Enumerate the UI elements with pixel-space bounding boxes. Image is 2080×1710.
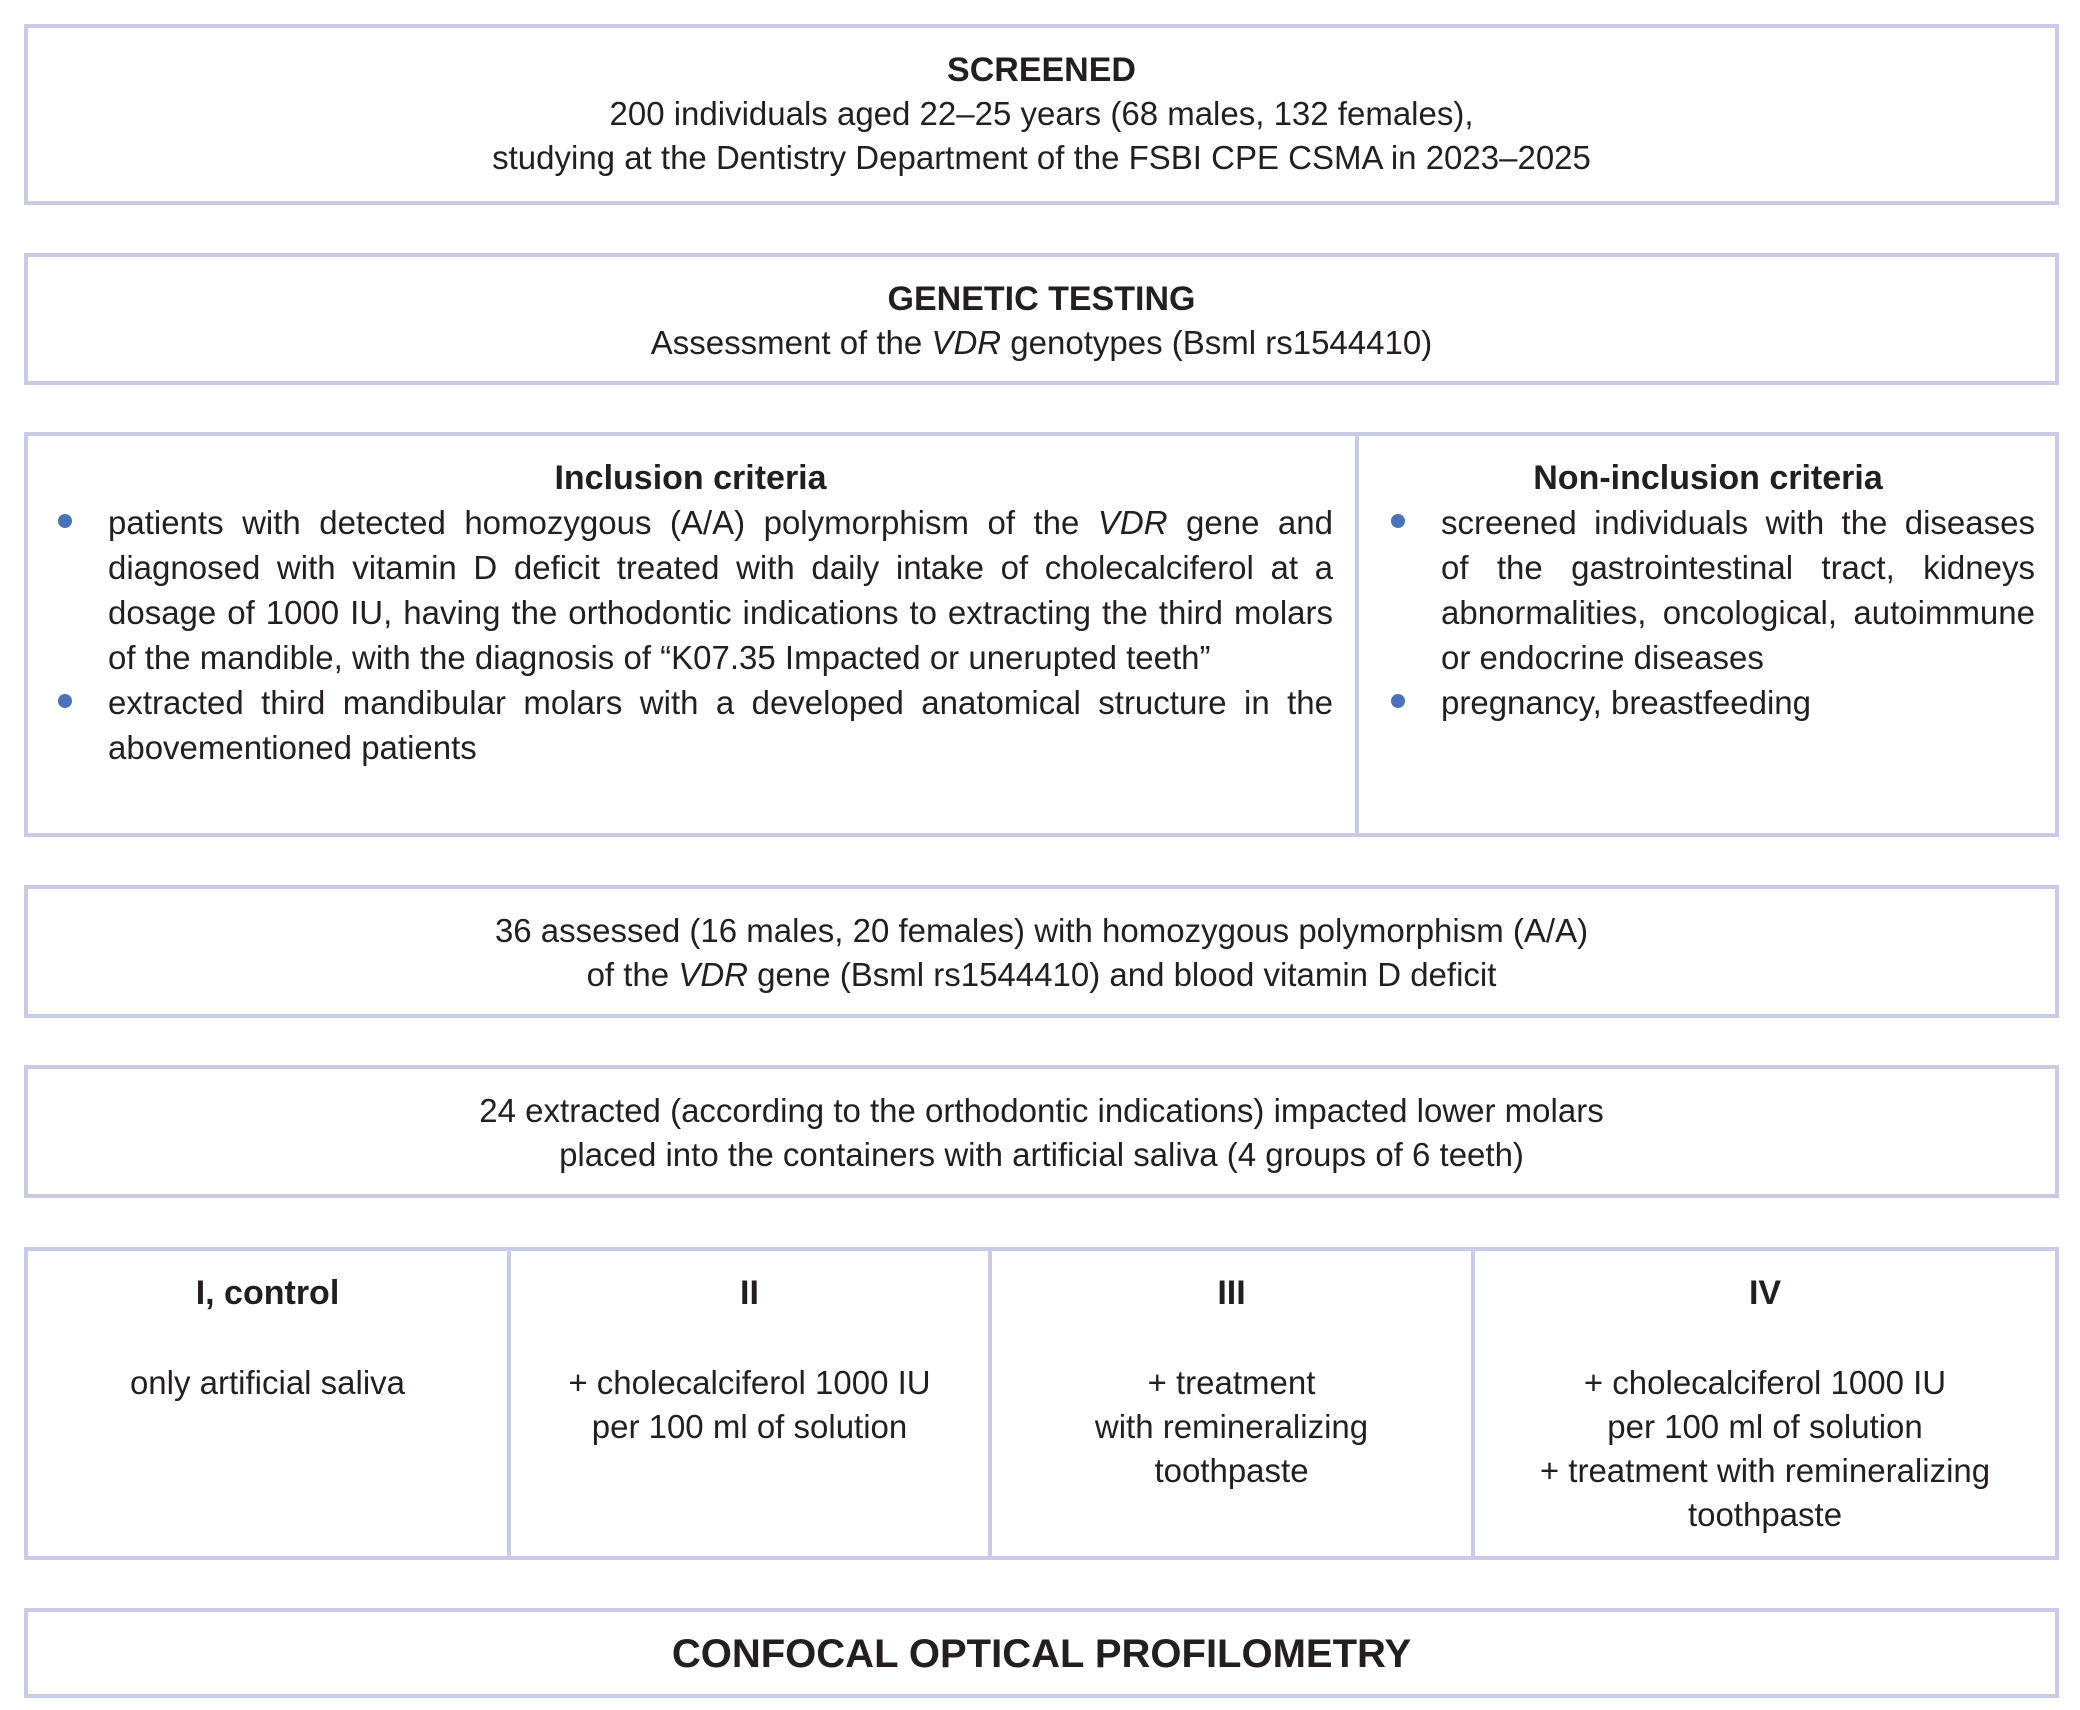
- extracted-box: [24, 1065, 2059, 1198]
- criteria-box: [24, 432, 2059, 837]
- group-cell-2: [511, 1251, 992, 1556]
- non-inclusion-list: [1381, 500, 2035, 725]
- inclusion-list: [48, 500, 1333, 770]
- group-title: III: [1217, 1274, 1246, 1312]
- assessed-line-1: 36 assessed (16 males, 20 females) with homozygous polymorphism (A/A): [494, 912, 1589, 949]
- group-line: + cholecalciferol 1000 IU: [1583, 1364, 1947, 1401]
- text-segment: screened individuals with the diseases of the gastrointestinal tract, kidneys abnormalities, oncological, autoimmune or endocrine diseases: [1441, 504, 2035, 676]
- text-segment: extracted third mandibular molars with a developed anatomical structure in the abovementioned patients: [108, 684, 1333, 766]
- group-line: only artificial saliva: [129, 1364, 406, 1401]
- extracted-line-2: placed into the containers with artificial saliva (4 groups of 6 teeth): [559, 1136, 1524, 1173]
- group-cell-4: [1475, 1251, 2055, 1556]
- genetic-testing-text: [28, 321, 2055, 365]
- bullet-icon: [1391, 694, 1405, 708]
- genetic-testing-box: [24, 253, 2059, 385]
- bullet-icon: [58, 694, 72, 708]
- group-line: per 100 ml of solution: [1607, 1408, 1923, 1445]
- inclusion-criteria-column: [28, 436, 1359, 833]
- list-item: [48, 680, 1333, 770]
- inclusion-criteria-title: Inclusion criteria: [554, 459, 827, 497]
- group-cell-3: [992, 1251, 1475, 1556]
- gene-name: VDR: [678, 956, 748, 993]
- groups-box: [24, 1247, 2059, 1560]
- list-item: [48, 500, 1333, 680]
- screened-title: SCREENED: [947, 51, 1136, 89]
- text-segment: gene and diagnosed with vitamin D deficit treated with daily intake of cholecalciferol at a dosage of 1000 IU, having the orthodontic indications to extracting the third molars of the mandible, with the diagnosis of “K07.35 Impacted or unerupted teeth”: [108, 504, 1333, 676]
- profilometry-title: CONFOCAL OPTICAL PROFILOMETRY: [671, 1632, 1412, 1676]
- text-segment: of the: [586, 956, 679, 993]
- text-segment: patients with detected homozygous (A/A) polymorphism of the: [108, 504, 1098, 541]
- text-segment: gene (Bsml rs1544410) and blood vitamin D deficit: [748, 956, 1497, 993]
- screened-box: [24, 24, 2059, 205]
- profilometry-box: [24, 1608, 2059, 1698]
- group-line: + treatment: [1147, 1364, 1316, 1401]
- extracted-line-1: 24 extracted (according to the orthodontic indications) impacted lower molars: [479, 1092, 1604, 1129]
- gene-name: VDR: [931, 324, 1002, 361]
- group-cell-1: [28, 1251, 511, 1556]
- group-line: + treatment with remineralizing: [1539, 1452, 1991, 1489]
- group-line: toothpaste: [1687, 1496, 1843, 1533]
- assessed-line-2: [28, 953, 2055, 997]
- assessed-box: [24, 885, 2059, 1018]
- group-line: toothpaste: [1154, 1452, 1309, 1489]
- list-item: [1381, 500, 2035, 680]
- group-title: II: [740, 1274, 759, 1312]
- text-segment: Assessment of the: [650, 324, 932, 361]
- group-line: with remineralizing: [1094, 1408, 1369, 1445]
- group-title: I, control: [195, 1274, 340, 1312]
- genetic-testing-title: GENETIC TESTING: [887, 280, 1196, 318]
- group-line: + cholecalciferol 1000 IU: [568, 1364, 931, 1401]
- non-inclusion-criteria-column: [1359, 436, 2055, 833]
- list-item: [1381, 680, 2035, 725]
- group-line: per 100 ml of solution: [591, 1408, 908, 1445]
- text-segment: genotypes (Bsml rs1544410): [1001, 324, 1433, 361]
- screened-line-2: studying at the Dentistry Department of the FSBI CPE CSMA in 2023–2025: [492, 139, 1591, 176]
- group-title: IV: [1748, 1274, 1782, 1312]
- screened-line-1: 200 individuals aged 22–25 years (68 males, 132 females),: [609, 95, 1474, 132]
- bullet-icon: [1391, 514, 1405, 528]
- non-inclusion-criteria-title: Non-inclusion criteria: [1533, 459, 1883, 497]
- text-segment: pregnancy, breastfeeding: [1441, 684, 1811, 721]
- bullet-icon: [58, 514, 72, 528]
- gene-name: VDR: [1097, 504, 1168, 541]
